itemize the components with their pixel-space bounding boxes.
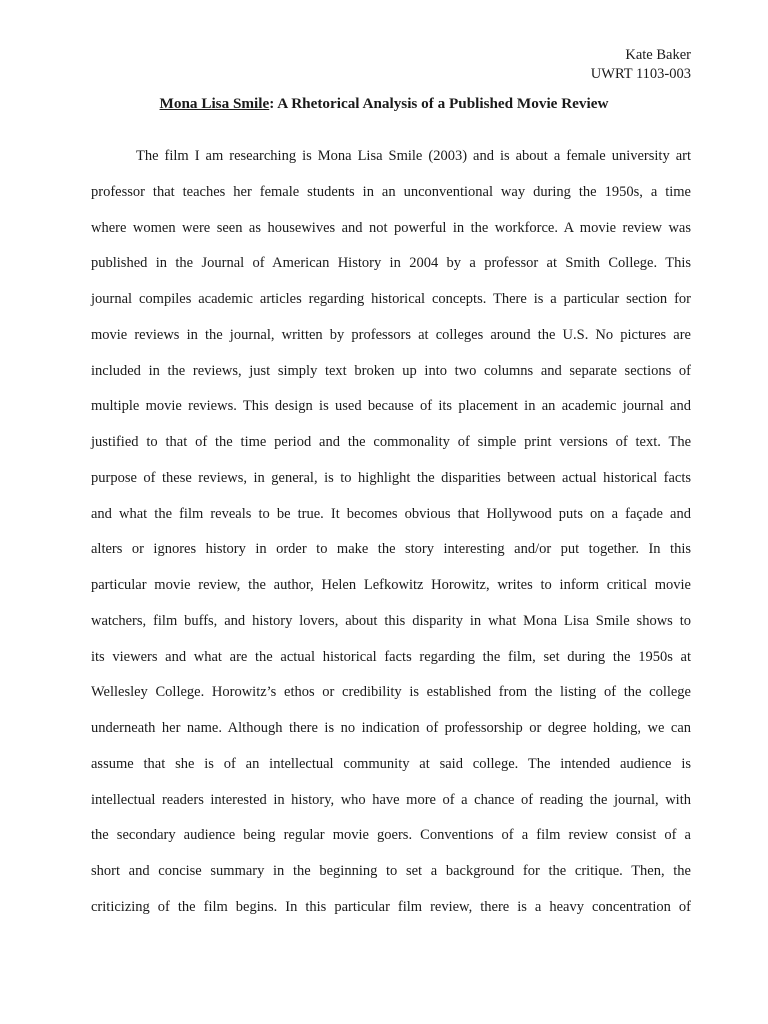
header-block: [591, 46, 691, 83]
body-line: justified to that of the time period and the commonality of simple print versions of text. The: [91, 434, 691, 450]
body-line: its viewers and what are the actual historical facts regarding the film, set during the 1950s at: [91, 648, 691, 665]
document-title: [0, 94, 768, 114]
body-line: short and concise summary in the beginning to set a background for the critique. Then, the: [91, 863, 691, 879]
body-paragraph: [91, 146, 691, 933]
title-film-name: Mona Lisa Smile: [159, 95, 270, 112]
author-name: Kate Baker: [625, 47, 691, 63]
body-line: intellectual readers interested in history, who have more of a chance of reading the journal, with: [91, 791, 691, 808]
body-line: Wellesley College. Horowitz’s ethos or credibility is established from the listing of the college: [91, 684, 691, 701]
body-line: assume that she is of an intellectual community at said college. The intended audience is: [91, 755, 691, 772]
body-line: purpose of these reviews, in general, is to highlight the disparities between actual historical facts: [91, 469, 691, 486]
body-line: the secondary audience being regular movie goers. Conventions of a film review consist of a: [91, 827, 691, 844]
body-line: where women were seen as housewives and not powerful in the workforce. A movie review was: [91, 219, 691, 236]
body-line: multiple movie reviews. This design is used because of its placement in an academic journal and: [91, 398, 691, 415]
body-line: alters or ignores history in order to make the story interesting and/or put together. In this: [91, 541, 691, 558]
body-line: movie reviews in the journal, written by professors at colleges around the U.S. No pictures are: [91, 326, 691, 343]
course-code: UWRT 1103-003: [590, 65, 691, 82]
body-line: journal compiles academic articles regarding historical concepts. There is a particular section for: [91, 291, 691, 307]
title-subtitle: : A Rhetorical Analysis of a Published Movie Review: [269, 95, 609, 112]
body-line: watchers, film buffs, and history lovers, about this disparity in what Mona Lisa Smile shows to: [91, 612, 691, 629]
body-line: underneath her name. Although there is no indication of professorship or degree holding, we can: [91, 720, 691, 736]
body-line: professor that teaches her female students in an unconventional way during the 1950s, a time: [91, 183, 691, 200]
body-line: and what the film reveals to be true. It becomes obvious that Hollywood puts on a façade and: [91, 505, 691, 522]
body-line: The film I am researching is Mona Lisa Smile (2003) and is about a female university art: [136, 148, 691, 164]
body-line: included in the reviews, just simply text broken up into two columns and separate sections of: [91, 362, 691, 379]
body-line: particular movie review, the author, Helen Lefkowitz Horowitz, writes to inform critical movie: [91, 577, 691, 593]
body-line: criticizing of the film begins. In this particular film review, there is a heavy concentration of: [91, 898, 691, 915]
body-line: published in the Journal of American History in 2004 by a professor at Smith College. This: [91, 255, 691, 272]
